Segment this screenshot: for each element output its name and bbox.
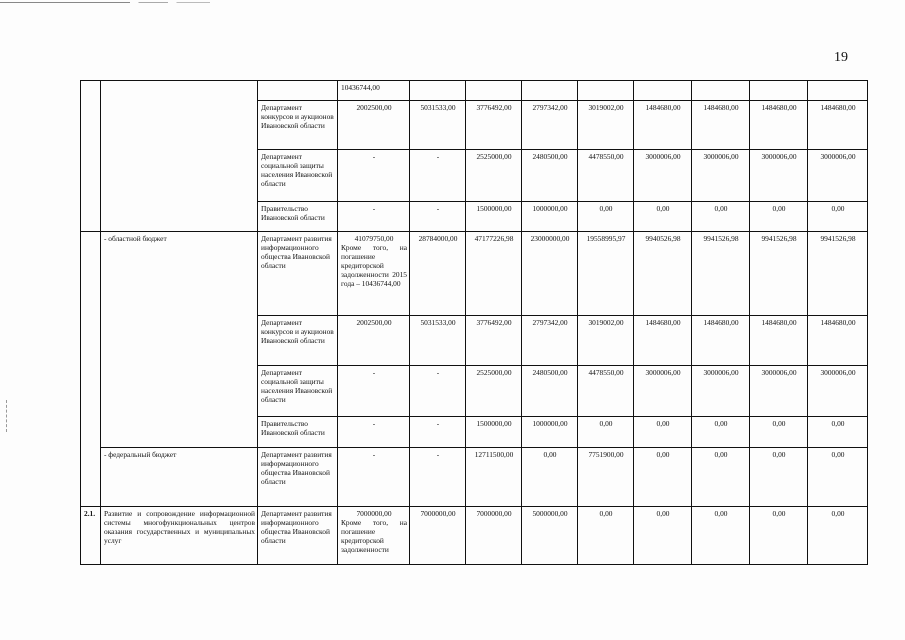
value-cell: 2525000,00 bbox=[466, 150, 522, 202]
value-cell bbox=[522, 81, 578, 101]
value-cell: 3000006,00 bbox=[634, 366, 692, 417]
budget-label-cell: - федеральный бюджет bbox=[101, 448, 258, 507]
value-cell: 0,00 bbox=[692, 448, 750, 507]
value-cell: - bbox=[410, 366, 466, 417]
value-cell: 1484680,00 bbox=[692, 316, 750, 366]
value-cell: 3776492,00 bbox=[466, 316, 522, 366]
page-number: 19 bbox=[834, 50, 848, 65]
budget-label-cell: - областной бюджет bbox=[101, 232, 258, 448]
value-cell: - bbox=[410, 150, 466, 202]
value-cell: - bbox=[410, 448, 466, 507]
value-cell bbox=[338, 507, 410, 565]
value-cell: 2480500,00 bbox=[522, 366, 578, 417]
value-cell: 4478550,00 bbox=[578, 366, 634, 417]
value-cell bbox=[338, 232, 410, 316]
dept-cell: Департамент конкурсов и аукционов Ивановской области bbox=[258, 316, 338, 366]
value-cell: - bbox=[338, 150, 410, 202]
value-cell: 0,00 bbox=[634, 202, 692, 232]
value-cell bbox=[410, 81, 466, 101]
value-cell: 47177226,98 bbox=[466, 232, 522, 316]
value-cell: 0,00 bbox=[808, 202, 868, 232]
value-cell: 0,00 bbox=[750, 202, 808, 232]
dept-cell bbox=[258, 81, 338, 101]
table-row bbox=[81, 81, 868, 101]
value-cell: 9941526,98 bbox=[692, 232, 750, 316]
value-cell bbox=[466, 81, 522, 101]
value-cell: 7000000,00 bbox=[410, 507, 466, 565]
row-number-cell bbox=[81, 232, 101, 507]
value-cell: 1500000,00 bbox=[466, 417, 522, 448]
table-row bbox=[81, 232, 868, 316]
row-number-cell bbox=[81, 81, 101, 232]
value-cell: 2797342,00 bbox=[522, 101, 578, 150]
dept-cell: Департамент развития информационного общества Ивановской области bbox=[258, 232, 338, 316]
value-cell: 0,00 bbox=[634, 448, 692, 507]
scan-top-line bbox=[0, 2, 210, 3]
value-cell: - bbox=[410, 202, 466, 232]
value-cell: 2525000,00 bbox=[466, 366, 522, 417]
value-cell: 3019002,00 bbox=[578, 101, 634, 150]
dept-cell: Правительство Ивановской области bbox=[258, 417, 338, 448]
value-cell: 7751900,00 bbox=[578, 448, 634, 507]
value-cell: 19558995,97 bbox=[578, 232, 634, 316]
value-cell bbox=[578, 81, 634, 101]
dept-cell: Департамент конкурсов и аукционов Ивановской области bbox=[258, 101, 338, 150]
value-cell: 3000006,00 bbox=[808, 150, 868, 202]
value-cell: 3000006,00 bbox=[634, 150, 692, 202]
value-cell: 2480500,00 bbox=[522, 150, 578, 202]
value-cell: - bbox=[338, 417, 410, 448]
value-cell: - bbox=[338, 448, 410, 507]
value-cell: 0,00 bbox=[578, 417, 634, 448]
value-cell: 3000006,00 bbox=[750, 150, 808, 202]
value-cell: 2002500,00 bbox=[338, 316, 410, 366]
value-cell: 1484680,00 bbox=[808, 316, 868, 366]
value-cell: 1484680,00 bbox=[634, 316, 692, 366]
value-cell: 10436744,00 bbox=[338, 81, 410, 101]
value-cell: 2002500,00 bbox=[338, 101, 410, 150]
value-cell: 0,00 bbox=[750, 507, 808, 565]
first-value-note: Кроме того, на погашение кредиторской задолженности 2015 года – 10436744,00 bbox=[341, 243, 407, 288]
value-cell: - bbox=[338, 202, 410, 232]
value-cell: 0,00 bbox=[808, 448, 868, 507]
value-cell: 9940526,98 bbox=[634, 232, 692, 316]
value-cell: 0,00 bbox=[692, 507, 750, 565]
value-cell: 5031533,00 bbox=[410, 101, 466, 150]
value-cell: 0,00 bbox=[634, 507, 692, 565]
scan-left-marks bbox=[6, 400, 8, 432]
value-cell: 0,00 bbox=[578, 507, 634, 565]
first-value: 41079750,00 bbox=[354, 234, 394, 243]
table-row bbox=[81, 448, 868, 507]
dept-cell: Департамент развития информационного общества Ивановской области bbox=[258, 448, 338, 507]
first-value-note: Кроме того, на погашение кредиторской задолженности bbox=[341, 518, 407, 554]
value-cell bbox=[808, 81, 868, 101]
dept-cell: Департамент социальной защиты населения Ивановской области bbox=[258, 366, 338, 417]
value-cell: 0,00 bbox=[750, 417, 808, 448]
value-cell bbox=[692, 81, 750, 101]
value-cell: 0,00 bbox=[578, 202, 634, 232]
value-cell: 7000000,00 bbox=[466, 507, 522, 565]
value-cell: 3019002,00 bbox=[578, 316, 634, 366]
value-cell: 0,00 bbox=[634, 417, 692, 448]
value-cell: 1484680,00 bbox=[750, 316, 808, 366]
value-cell: 5000000,00 bbox=[522, 507, 578, 565]
value-cell: 0,00 bbox=[808, 507, 868, 565]
table-row bbox=[81, 507, 868, 565]
row-number-cell: 2.1. bbox=[81, 507, 101, 565]
value-cell: 3000006,00 bbox=[692, 150, 750, 202]
value-cell: 1484680,00 bbox=[808, 101, 868, 150]
value-cell: 3000006,00 bbox=[808, 366, 868, 417]
value-cell: 23000000,00 bbox=[522, 232, 578, 316]
dept-cell: Департамент развития информационного общества Ивановской области bbox=[258, 507, 338, 565]
value-cell: 9941526,98 bbox=[808, 232, 868, 316]
activity-name-cell bbox=[101, 81, 258, 232]
value-cell: 0,00 bbox=[750, 448, 808, 507]
value-cell: 4478550,00 bbox=[578, 150, 634, 202]
value-cell: 28784000,00 bbox=[410, 232, 466, 316]
value-cell: 3000006,00 bbox=[692, 366, 750, 417]
value-cell: - bbox=[410, 417, 466, 448]
value-cell: 3776492,00 bbox=[466, 101, 522, 150]
value-cell: 9941526,98 bbox=[750, 232, 808, 316]
value-cell: 3000006,00 bbox=[750, 366, 808, 417]
value-cell: 1500000,00 bbox=[466, 202, 522, 232]
value-cell: 1484680,00 bbox=[692, 101, 750, 150]
value-cell: 0,00 bbox=[522, 448, 578, 507]
value-cell: 0,00 bbox=[692, 202, 750, 232]
value-cell: 1000000,00 bbox=[522, 417, 578, 448]
value-cell: 5031533,00 bbox=[410, 316, 466, 366]
dept-cell: Правительство Ивановской области bbox=[258, 202, 338, 232]
value-cell: 2797342,00 bbox=[522, 316, 578, 366]
value-cell: - bbox=[338, 366, 410, 417]
value-cell bbox=[634, 81, 692, 101]
value-cell bbox=[750, 81, 808, 101]
value-cell: 1484680,00 bbox=[750, 101, 808, 150]
value-cell: 0,00 bbox=[692, 417, 750, 448]
value-cell: 12711500,00 bbox=[466, 448, 522, 507]
value-cell: 1000000,00 bbox=[522, 202, 578, 232]
dept-cell: Департамент социальной защиты населения Ивановской области bbox=[258, 150, 338, 202]
value-cell: 0,00 bbox=[808, 417, 868, 448]
activity-name-cell: Развитие и сопровождение информационной системы многофункциональных центров оказания государственных и муниципальных услуг bbox=[101, 507, 258, 565]
value-cell: 1484680,00 bbox=[634, 101, 692, 150]
budget-table bbox=[80, 80, 868, 565]
first-value: 7000000,00 bbox=[356, 509, 392, 518]
